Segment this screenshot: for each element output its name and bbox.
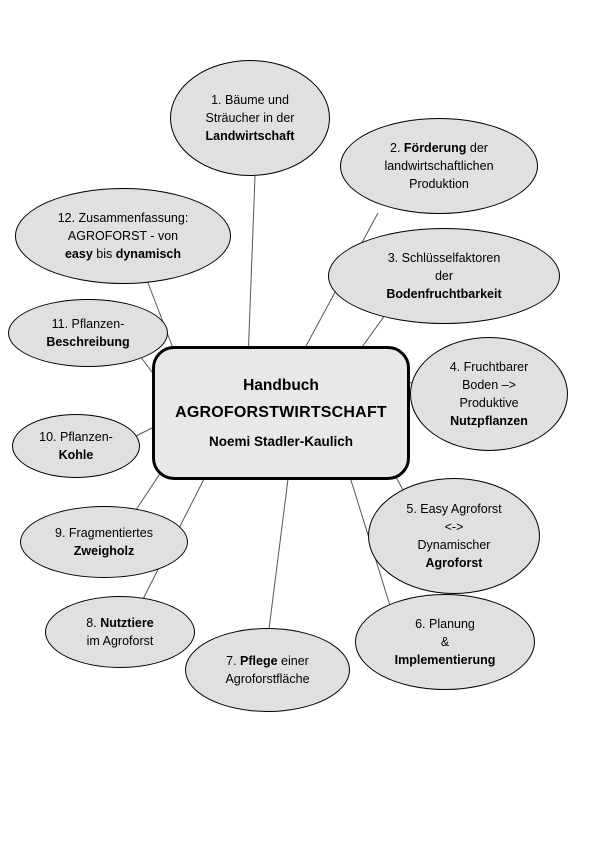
mindmap-node-5[interactable] xyxy=(368,478,540,594)
mindmap-node-4-text: 4. Fruchtbarer Boden –> Produktive Nutzpflanzen xyxy=(449,359,529,429)
mindmap-node-6-text: 6. Planung & Implementierung xyxy=(394,616,496,668)
mindmap-node-8[interactable] xyxy=(45,596,195,668)
mindmap-node-7-text: 7. Pflege einer Agroforstfläche xyxy=(225,653,310,686)
mindmap-node-1-text: 1. Bäume und Sträucher in der Landwirtschaft xyxy=(205,92,295,144)
mindmap-node-4[interactable] xyxy=(410,337,568,451)
center-title-line2: AGROFORSTWIRTSCHAFT xyxy=(175,404,387,421)
mindmap-node-9-text: 9. Fragmentiertes Zweigholz xyxy=(55,525,153,558)
mindmap-node-12-text: 12. Zusammenfassung: AGROFORST - von easy bis dynamisch xyxy=(57,210,189,262)
mindmap-node-11-text: 11. Pflanzen- Beschreibung xyxy=(46,316,130,349)
mindmap-node-11[interactable] xyxy=(8,299,168,367)
mindmap-node-8-text: 8. Nutztiere im Agroforst xyxy=(86,615,154,648)
connector-line-1 xyxy=(248,176,255,361)
mindmap-node-9[interactable] xyxy=(20,506,188,578)
mindmap-node-1[interactable] xyxy=(170,60,330,176)
connector-line-10 xyxy=(136,428,152,436)
connector-line-7 xyxy=(268,479,288,637)
mindmap-node-12[interactable] xyxy=(15,188,231,284)
mindmap-node-2-text: 2. Förderung der landwirtschaftlichen Produktion xyxy=(384,140,494,192)
mindmap-node-10-text: 10. Pflanzen- Kohle xyxy=(39,429,113,462)
mindmap-node-6[interactable] xyxy=(355,594,535,690)
mindmap-node-7[interactable] xyxy=(185,628,350,712)
mindmap-node-2[interactable] xyxy=(340,118,538,214)
center-author: Noemi Stadler-Kaulich xyxy=(208,434,354,449)
center-title-line1: Handbuch xyxy=(243,377,319,394)
mindmap-node-3-text: 3. Schlüsselfaktoren der Bodenfruchtbarkeit xyxy=(386,250,502,302)
mindmap-center-node[interactable] xyxy=(152,346,410,480)
mindmap-node-5-text: 5. Easy Agroforst <-> Dynamischer Agroforst xyxy=(406,501,502,571)
mindmap-node-10[interactable] xyxy=(12,414,140,478)
mindmap-node-3[interactable] xyxy=(328,228,560,324)
